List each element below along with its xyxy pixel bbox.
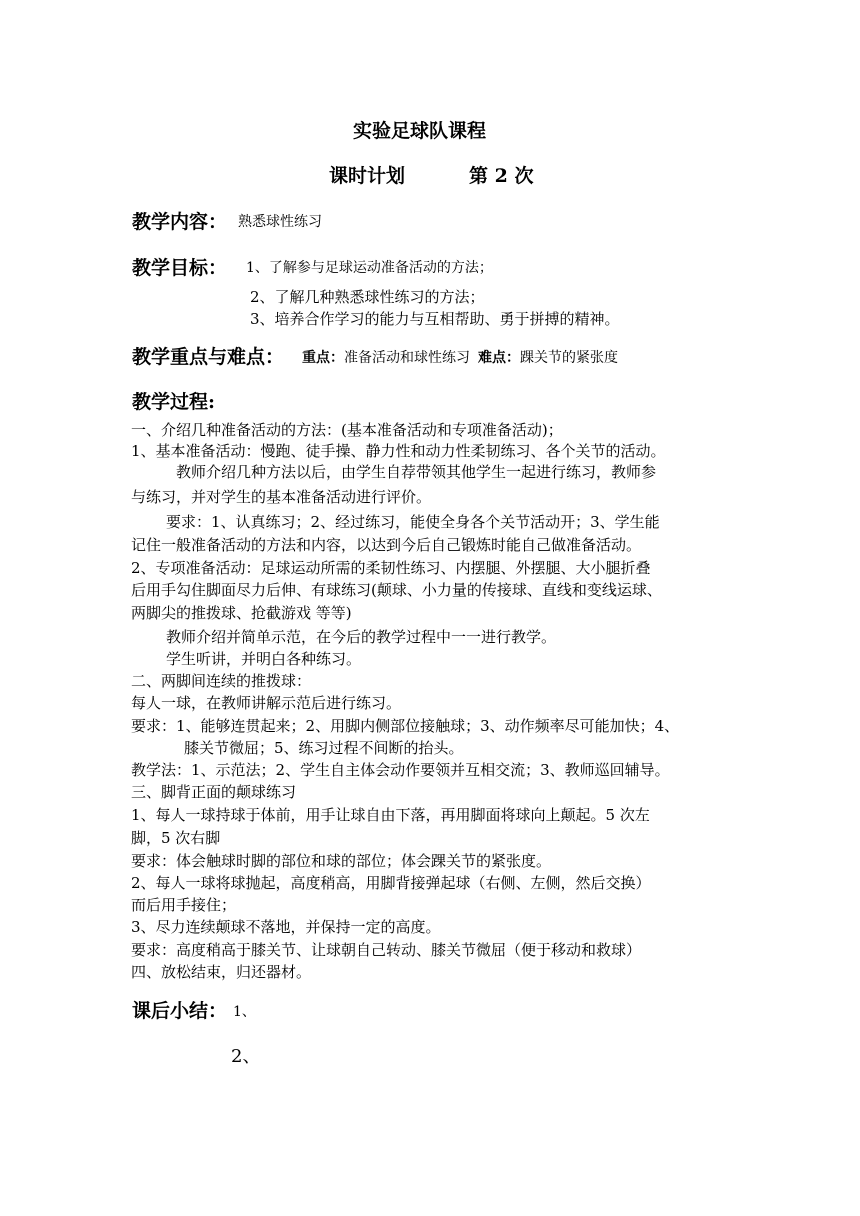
key-value: 准备活动和球性练习 [344, 350, 470, 366]
key-points-line [302, 347, 618, 367]
process-line: 1、基本准备活动：慢跑、徒手操、静力性和动力性柔韧练习、各个关节的活动。 [131, 442, 666, 460]
process-line: 教师介绍并简单示范，在今后的教学过程中一一进行教学。 [166, 628, 557, 646]
summary-item-2: 2、 [231, 1046, 261, 1067]
process-line: 而后用手接住； [131, 896, 237, 914]
summary-item-1: 1、 [233, 1004, 256, 1020]
process-label: 教学过程: [132, 391, 216, 413]
difficulty-value: 踝关节的紧张度 [520, 350, 618, 366]
process-line: 记住一般准备活动的方法和内容，以达到今后自己锻炼时能自己做准备活动。 [131, 536, 642, 554]
difficulty-label: 难点： [478, 350, 520, 366]
process-line: 要求：1、认真练习；2、经过练习，能使全身各个关节活动开；3、学生能 [166, 513, 660, 531]
key-points-label: 教学重点与难点： [132, 346, 285, 368]
process-line: 每人一球，在教师讲解示范后进行练习。 [131, 694, 402, 712]
process-line: 四、放松结束，归还器材。 [131, 963, 312, 981]
content-label: 教学内容： [132, 211, 228, 233]
goal-item-2: 2、了解几种熟悉球性练习的方法； [250, 288, 485, 306]
process-line: 膝关节微屈；5、练习过程不间断的抬头。 [184, 739, 464, 757]
process-line: 一、介绍几种准备活动的方法：(基本准备活动和专项准备活动)； [131, 421, 563, 439]
process-line: 三、脚背正面的颠球练习 [131, 783, 297, 801]
process-line: 2、专项准备活动：足球运动所需的柔韧性练习、内摆腿、外摆腿、大小腿折叠 [131, 559, 651, 577]
process-line: 要求：体会触球时脚的部位和球的部位；体会踝关节的紧张度。 [131, 852, 552, 870]
process-line: 二、两脚间连续的推拨球： [131, 672, 312, 690]
process-line: 后用手勾住脚面尽力后伸、有球练习(颠球、小力量的传接球、直线和变线运球、 [131, 581, 662, 599]
process-line: 3、尽力连续颠球不落地，并保持一定的高度。 [131, 918, 441, 936]
goal-item-1: 1、了解参与足球运动准备活动的方法； [246, 260, 493, 276]
goal-item-3: 3、培养合作学习的能力与互相帮助、勇于拼搏的精神。 [250, 310, 620, 328]
process-line: 与练习，并对学生的基本准备活动进行评价。 [131, 488, 432, 506]
process-line: 脚，5 次右脚 [131, 829, 221, 847]
lesson-plan-label: 课时计划 [329, 165, 406, 187]
process-line: 要求：1、能够连贯起来；2、用脚内侧部位接触球；3、动作频率尽可能加快；4、 [131, 717, 680, 735]
process-line: 学生听讲，并明白各种练习。 [166, 650, 362, 668]
process-line: 教师介绍几种方法以后，由学生自荐带领其他学生一起进行练习，教师参 [176, 463, 657, 481]
page-title: 实验足球队课程 [353, 120, 487, 142]
content-value: 熟悉球性练习 [238, 214, 322, 230]
process-line: 两脚尖的推拨球、抢截游戏 等等) [131, 604, 352, 622]
summary-label: 课后小结： [132, 1000, 228, 1022]
process-line: 教学法：1、示范法；2、学生自主体会动作要领并互相交流；3、教师巡回辅导。 [131, 761, 670, 779]
process-line: 要求：高度稍高于膝关节、让球朝自己转动、膝关节微屈（便于移动和救球） [131, 941, 642, 959]
process-line: 2、每人一球将球抛起，高度稍高，用脚背接弹起球（右侧、左侧，然后交换） [131, 874, 651, 892]
goals-label: 教学目标： [132, 257, 228, 279]
session-number: 第 2 次 [469, 165, 534, 187]
key-label: 重点： [302, 350, 344, 366]
process-line: 1、每人一球持球于体前，用手让球自由下落，再用脚面将球向上颠起。5 次左 [131, 806, 650, 824]
